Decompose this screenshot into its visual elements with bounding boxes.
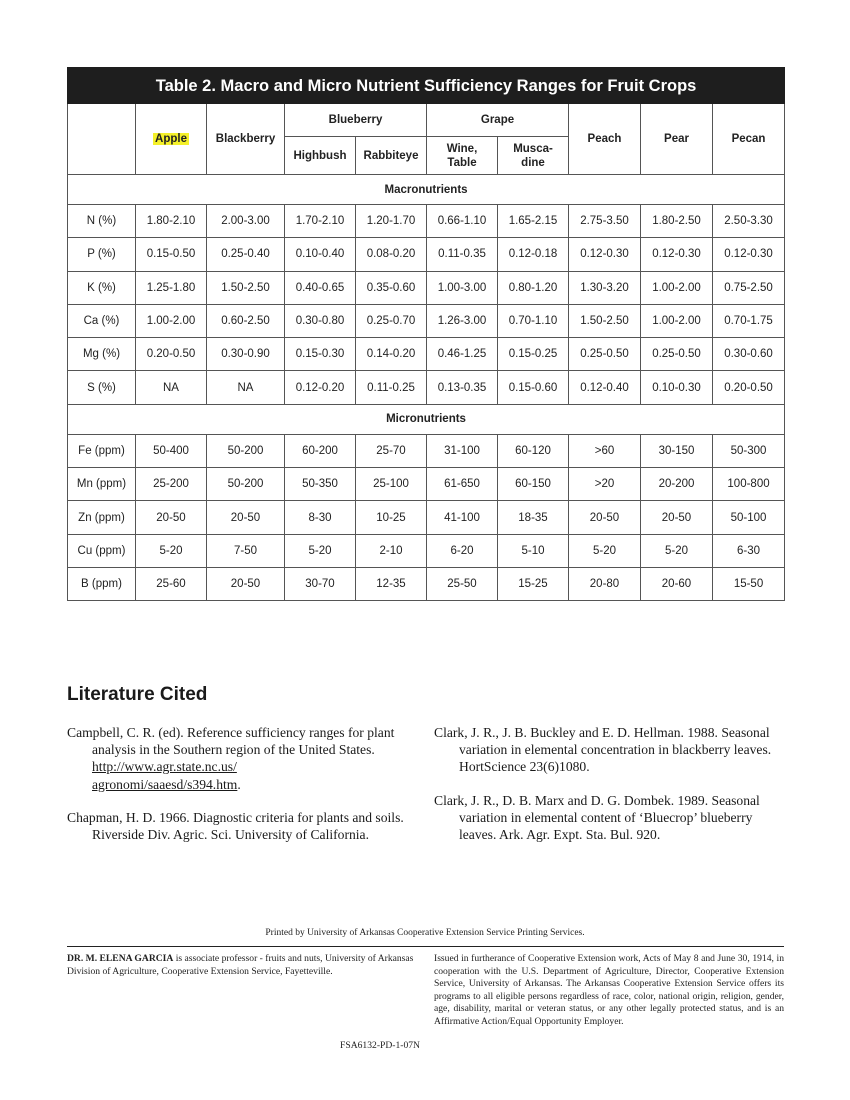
range-cell: 15-25 xyxy=(498,567,569,600)
range-cell: 7-50 xyxy=(207,534,285,567)
range-cell: 41-100 xyxy=(427,501,498,534)
range-cell: 1.50-2.50 xyxy=(569,304,641,337)
literature-cited-heading: Literature Cited xyxy=(67,684,208,705)
reference-clark-1988: Clark, J. R., J. B. Buckley and E. D. Hellman. 1988. Seasonal variation in elemental concentration in blackberry leaves. HortScience 23(6)1080. xyxy=(434,725,772,775)
table-row xyxy=(68,205,785,238)
range-cell: 50-400 xyxy=(136,434,207,467)
range-cell: 25-60 xyxy=(136,567,207,600)
range-cell: 1.80-2.50 xyxy=(641,205,713,238)
range-cell: 15-50 xyxy=(713,567,785,600)
nutrient-label: Mn (ppm) xyxy=(68,468,136,501)
range-cell: 0.11-0.25 xyxy=(356,371,427,404)
range-cell: 20-50 xyxy=(569,501,641,534)
header-wine-line: Wine, xyxy=(446,142,478,155)
range-cell: 5-20 xyxy=(569,534,641,567)
nutrient-label: S (%) xyxy=(68,371,136,404)
range-cell: 1.00-2.00 xyxy=(136,304,207,337)
header-blueberry: Blueberry xyxy=(285,104,427,137)
range-cell: 0.10-0.30 xyxy=(641,371,713,404)
range-cell: 20-50 xyxy=(136,501,207,534)
range-cell: 20-50 xyxy=(641,501,713,534)
range-cell: 1.70-2.10 xyxy=(285,205,356,238)
range-cell: 0.46-1.25 xyxy=(427,338,498,371)
range-cell: 0.30-0.90 xyxy=(207,338,285,371)
table-row xyxy=(68,434,785,467)
range-cell: 0.25-0.50 xyxy=(569,338,641,371)
header-peach: Peach xyxy=(569,104,641,175)
range-cell: 2.50-3.30 xyxy=(713,205,785,238)
nutrient-label: Mg (%) xyxy=(68,338,136,371)
range-cell: 1.30-3.20 xyxy=(569,271,641,304)
header-table-line: Table xyxy=(447,156,477,169)
range-cell: 0.15-0.50 xyxy=(136,238,207,271)
table-row xyxy=(68,468,785,501)
range-cell: 0.25-0.40 xyxy=(207,238,285,271)
range-cell: 6-30 xyxy=(713,534,785,567)
range-cell: 0.15-0.60 xyxy=(498,371,569,404)
author-name: DR. M. ELENA GARCIA xyxy=(67,953,174,964)
range-cell: 2.00-3.00 xyxy=(207,205,285,238)
range-cell: 0.12-0.20 xyxy=(285,371,356,404)
range-cell: 0.30-0.80 xyxy=(285,304,356,337)
range-cell: 20-60 xyxy=(641,567,713,600)
range-cell: 0.12-0.40 xyxy=(569,371,641,404)
reference-campbell xyxy=(67,724,417,793)
reference-link-line: agronomi/saaesd/s394.htm xyxy=(92,776,238,792)
range-cell: NA xyxy=(136,371,207,404)
section-heading: Macronutrients xyxy=(68,175,785,205)
reference-text-end: . xyxy=(237,776,241,792)
range-cell: 1.20-1.70 xyxy=(356,205,427,238)
range-cell: 30-70 xyxy=(285,567,356,600)
range-cell: 5-20 xyxy=(641,534,713,567)
nutrient-label: Ca (%) xyxy=(68,304,136,337)
range-cell: 0.20-0.50 xyxy=(713,371,785,404)
header-wine-table xyxy=(427,137,498,175)
range-cell: 0.12-0.30 xyxy=(713,238,785,271)
range-cell: 5-20 xyxy=(285,534,356,567)
table-row xyxy=(68,567,785,600)
nutrient-label: Fe (ppm) xyxy=(68,434,136,467)
table-title: Table 2. Macro and Micro Nutrient Sufficiency Ranges for Fruit Crops xyxy=(68,68,785,104)
section-row xyxy=(68,404,785,434)
range-cell: 2.75-3.50 xyxy=(569,205,641,238)
range-cell: 60-150 xyxy=(498,468,569,501)
range-cell: 1.26-3.00 xyxy=(427,304,498,337)
range-cell: 25-200 xyxy=(136,468,207,501)
section-row xyxy=(68,175,785,205)
range-cell: 20-50 xyxy=(207,567,285,600)
range-cell: 0.15-0.30 xyxy=(285,338,356,371)
range-cell: 0.15-0.25 xyxy=(498,338,569,371)
range-cell: 1.00-2.00 xyxy=(641,304,713,337)
nutrient-label: B (ppm) xyxy=(68,567,136,600)
range-cell: 8-30 xyxy=(285,501,356,534)
reference-chapman: Chapman, H. D. 1966. Diagnostic criteria for plants and soils. Riverside Div. Agric. Sci. University of California. xyxy=(67,809,404,843)
references-right-column xyxy=(434,724,784,859)
range-cell: 5-10 xyxy=(498,534,569,567)
range-cell: 0.35-0.60 xyxy=(356,271,427,304)
issued-statement: Issued in furtherance of Cooperative Extension work, Acts of May 8 and June 30, 1914, in cooperation with the U.S. Department of Agriculture, Director, Cooperative Extension Service, University of Arkansas. The Arkansas Cooperative Extension Service offers its programs to all eligible persons regardless of race, color, national origin, religion, gender, age, disability, marital or veteran status, or any other legally protected status, and is an Affirmative Action/Equal Opportunity Employer. xyxy=(434,953,784,1027)
reference-link[interactable] xyxy=(92,759,237,791)
header-muscadine xyxy=(498,137,569,175)
header-pear: Pear xyxy=(641,104,713,175)
table-row xyxy=(68,338,785,371)
table-row xyxy=(68,534,785,567)
range-cell: 0.08-0.20 xyxy=(356,238,427,271)
header-musca-line: Musca- xyxy=(513,142,553,155)
header-empty-cell xyxy=(68,104,136,175)
range-cell: 25-70 xyxy=(356,434,427,467)
range-cell: 60-200 xyxy=(285,434,356,467)
author-note xyxy=(67,953,417,978)
range-cell: 50-300 xyxy=(713,434,785,467)
range-cell: 1.25-1.80 xyxy=(136,271,207,304)
range-cell: 0.40-0.65 xyxy=(285,271,356,304)
range-cell: 20-80 xyxy=(569,567,641,600)
range-cell: 100-800 xyxy=(713,468,785,501)
range-cell: 1.80-2.10 xyxy=(136,205,207,238)
nutrient-sufficiency-table xyxy=(67,67,785,601)
range-cell: 0.60-2.50 xyxy=(207,304,285,337)
header-grape: Grape xyxy=(427,104,569,137)
range-cell: 0.12-0.30 xyxy=(569,238,641,271)
footer-divider xyxy=(67,946,784,947)
range-cell: 25-50 xyxy=(427,567,498,600)
table-row xyxy=(68,304,785,337)
range-cell: 1.00-3.00 xyxy=(427,271,498,304)
table-row xyxy=(68,271,785,304)
table-row xyxy=(68,238,785,271)
header-rabbiteye: Rabbiteye xyxy=(356,137,427,175)
header-apple xyxy=(136,104,207,175)
range-cell: 50-350 xyxy=(285,468,356,501)
nutrient-label: K (%) xyxy=(68,271,136,304)
nutrient-label: Cu (ppm) xyxy=(68,534,136,567)
section-heading: Micronutrients xyxy=(68,404,785,434)
reference-link-line: http://www.agr.state.nc.us/ xyxy=(92,759,237,775)
range-cell: 0.12-0.18 xyxy=(498,238,569,271)
range-cell: 25-100 xyxy=(356,468,427,501)
reference-text: Campbell, C. R. (ed). Reference sufficiency ranges for plant analysis in the Southern region of the United States. xyxy=(67,725,395,758)
range-cell: 0.75-2.50 xyxy=(713,271,785,304)
nutrient-label: P (%) xyxy=(68,238,136,271)
header-highbush: Highbush xyxy=(285,137,356,175)
range-cell: 0.25-0.50 xyxy=(641,338,713,371)
range-cell: >20 xyxy=(569,468,641,501)
nutrient-label: N (%) xyxy=(68,205,136,238)
publication-number: FSA6132-PD-1-07N xyxy=(340,1040,420,1051)
range-cell: 2-10 xyxy=(356,534,427,567)
nutrient-label: Zn (ppm) xyxy=(68,501,136,534)
printed-by-note: Printed by University of Arkansas Cooperative Extension Service Printing Services. xyxy=(265,928,585,938)
range-cell: 60-120 xyxy=(498,434,569,467)
range-cell: 10-25 xyxy=(356,501,427,534)
author-description: is associate professor - fruits and nuts, University of Arkansas Division of Agriculture, Cooperative Extension Service, Fayetteville. xyxy=(67,953,414,977)
range-cell: 61-650 xyxy=(427,468,498,501)
range-cell: 0.66-1.10 xyxy=(427,205,498,238)
range-cell: 50-200 xyxy=(207,468,285,501)
reference-clark-1989: Clark, J. R., D. B. Marx and D. G. Dombek. 1989. Seasonal variation in elemental content of ‘Bluecrop’ blueberry leaves. Ark. Agr. Expt. Sta. Bul. 920. xyxy=(434,792,760,843)
range-cell: 0.25-0.70 xyxy=(356,304,427,337)
header-dine-line: dine xyxy=(521,156,545,169)
range-cell: 1.50-2.50 xyxy=(207,271,285,304)
table-row xyxy=(68,501,785,534)
range-cell: 50-200 xyxy=(207,434,285,467)
range-cell: 0.10-0.40 xyxy=(285,238,356,271)
range-cell: 30-150 xyxy=(641,434,713,467)
range-cell: 50-100 xyxy=(713,501,785,534)
range-cell: 0.20-0.50 xyxy=(136,338,207,371)
range-cell: 0.11-0.35 xyxy=(427,238,498,271)
range-cell: 0.13-0.35 xyxy=(427,371,498,404)
range-cell: 20-200 xyxy=(641,468,713,501)
range-cell: 31-100 xyxy=(427,434,498,467)
range-cell: >60 xyxy=(569,434,641,467)
range-cell: 0.70-1.75 xyxy=(713,304,785,337)
header-blackberry: Blackberry xyxy=(207,104,285,175)
range-cell: 0.80-1.20 xyxy=(498,271,569,304)
range-cell: 0.30-0.60 xyxy=(713,338,785,371)
table-body xyxy=(68,175,785,601)
range-cell: 18-35 xyxy=(498,501,569,534)
range-cell: 0.70-1.10 xyxy=(498,304,569,337)
apple-highlight: Apple xyxy=(155,133,187,145)
range-cell: 6-20 xyxy=(427,534,498,567)
table-row xyxy=(68,371,785,404)
range-cell: 1.65-2.15 xyxy=(498,205,569,238)
range-cell: 0.12-0.30 xyxy=(641,238,713,271)
range-cell: 1.00-2.00 xyxy=(641,271,713,304)
range-cell: 0.14-0.20 xyxy=(356,338,427,371)
range-cell: 5-20 xyxy=(136,534,207,567)
range-cell: NA xyxy=(207,371,285,404)
header-pecan: Pecan xyxy=(713,104,785,175)
range-cell: 20-50 xyxy=(207,501,285,534)
range-cell: 12-35 xyxy=(356,567,427,600)
references-left-column xyxy=(67,724,417,859)
